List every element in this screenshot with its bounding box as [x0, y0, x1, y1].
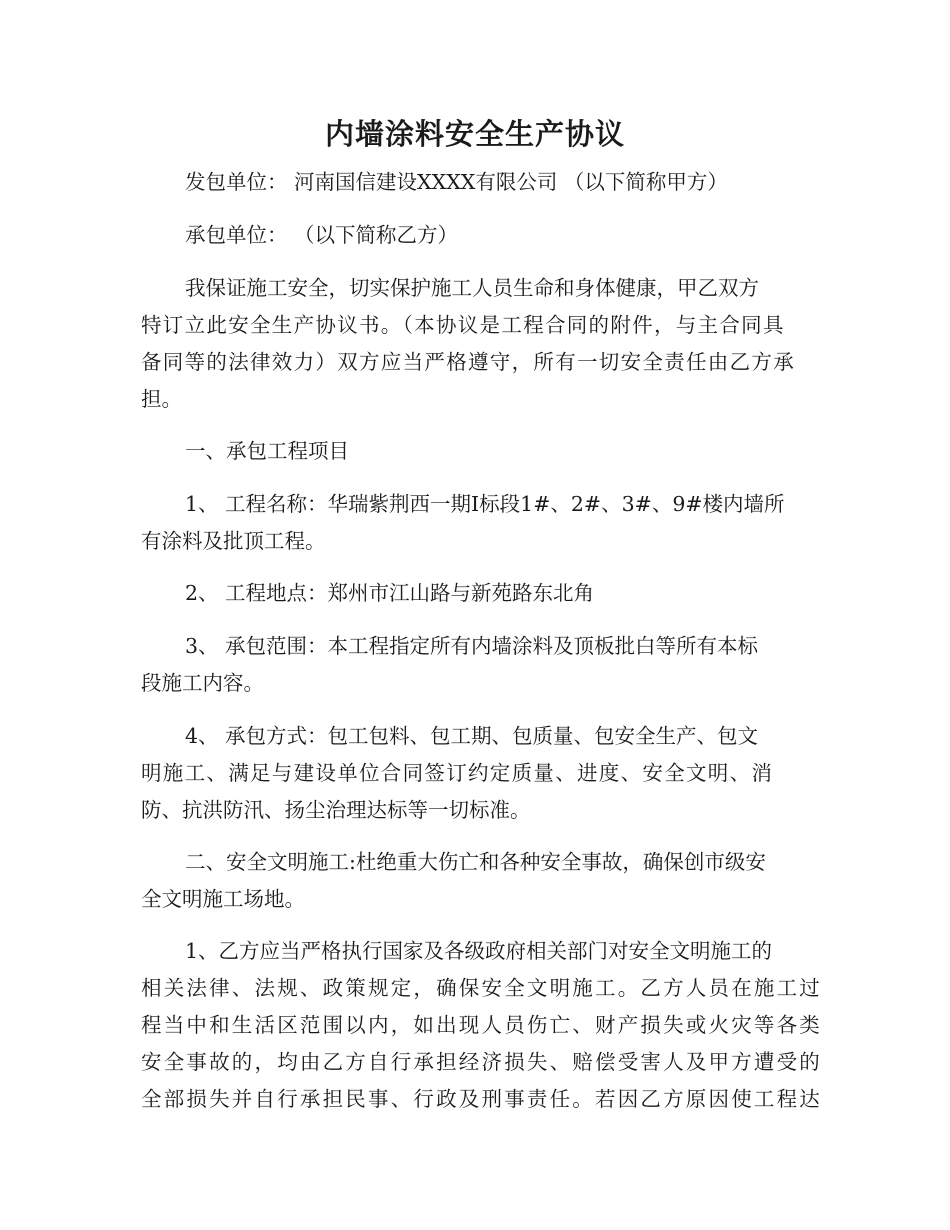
intro-paragraph-line: 备同等的法律效力）双方应当严格遵守，所有一切安全责任由乙方承	[141, 350, 795, 374]
section-heading: 二、安全文明施工:杜绝重大伤亡和各种安全事故，确保创市级安	[185, 850, 766, 874]
intro-paragraph-line: 特订立此安全生产协议书。（本协议是工程合同的附件，与主合同具	[141, 313, 785, 337]
intro-paragraph-line: 担。	[141, 387, 182, 411]
clause-line: 1、 工程名称：华瑞紫荆西一期Ⅰ标段1#、2#、3#、9#楼内墙所	[185, 492, 785, 516]
intro-paragraph-line: 我保证施工安全，切实保护施工人员生命和身体健康，甲乙双方	[185, 276, 759, 300]
clause-line: 相关法律、法规、政策规定，确保安全文明施工。乙方人员在施工过	[141, 976, 822, 1000]
clause-line: 防、抗洪防汛、扬尘治理达标等一切标准。	[141, 798, 531, 822]
clause-line: 段施工内容。	[141, 671, 264, 695]
section-heading-continuation: 全文明施工场地。	[141, 887, 305, 911]
clause-line: 2、 工程地点：郑州市江山路与新苑路东北角	[185, 581, 595, 605]
clause-line: 3、 承包范围：本工程指定所有内墙涂料及顶板批白等所有本标	[185, 634, 759, 658]
clause-line: 安全事故的，均由乙方自行承担经济损失、赔偿受害人及甲方遭受的	[141, 1050, 822, 1074]
clause-line: 程当中和生活区范围以内，如出现人员伤亡、财产损失或火灾等各类	[141, 1013, 822, 1037]
clause-line: 1、乙方应当严格执行国家及各级政府相关部门对安全文明施工的	[185, 939, 773, 963]
subcontractor-party-line: 承包单位： （以下简称乙方）	[185, 223, 459, 247]
document-title: 内墙涂料安全生产协议	[324, 117, 625, 151]
contractor-party-line: 发包单位： 河南国信建设XXXX有限公司 （以下简称甲方）	[185, 170, 728, 194]
section-heading: 一、承包工程项目	[185, 439, 349, 463]
clause-line: 明施工、满足与建设单位合同签订约定质量、进度、安全文明、消	[141, 761, 774, 785]
clause-line: 全部损失并自行承担民事、行政及刑事责任。若因乙方原因使工程达	[141, 1087, 822, 1111]
clause-line: 有涂料及批顶工程。	[141, 529, 326, 553]
clause-line: 4、 承包方式：包工包料、包工期、包质量、包安全生产、包文	[185, 724, 759, 748]
